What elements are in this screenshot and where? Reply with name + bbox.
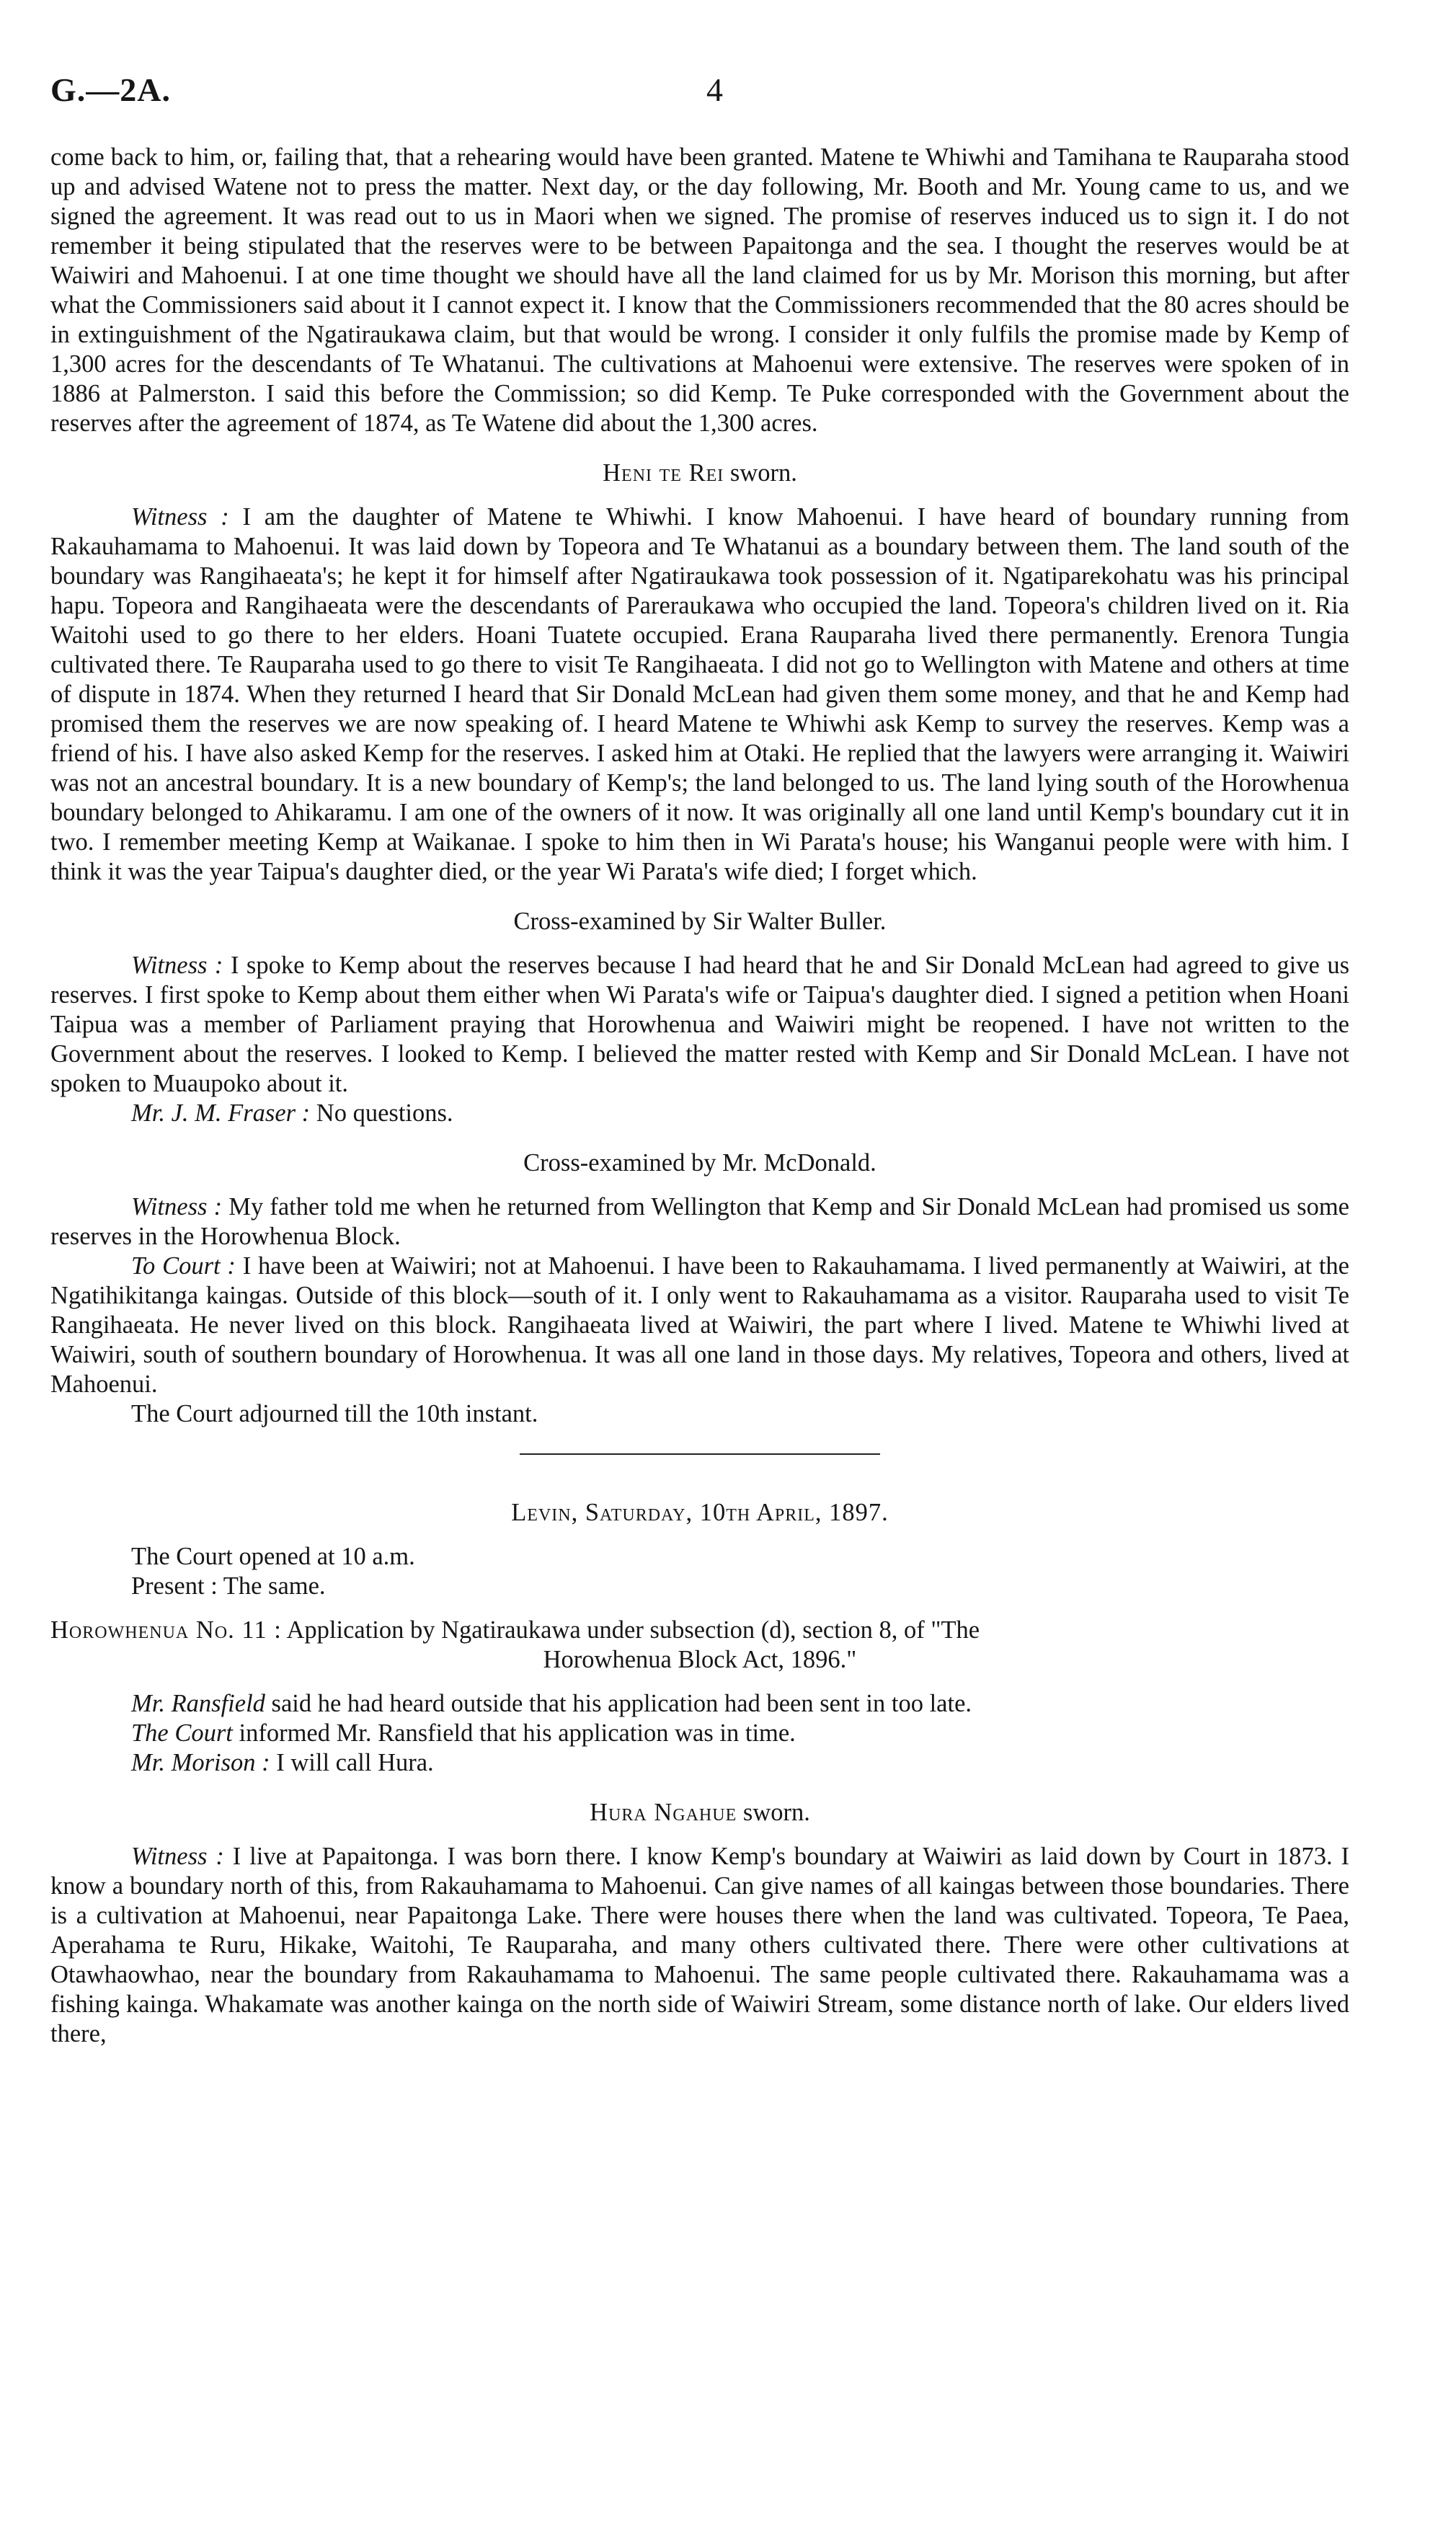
page-number: 4	[706, 71, 723, 108]
sworn-label: sworn.	[742, 1799, 810, 1826]
testimony-paragraph	[50, 1842, 1349, 2049]
speaker-label: Witness :	[131, 952, 223, 979]
court-note: Present : The same.	[131, 1572, 326, 1600]
application-title	[50, 1616, 1349, 1675]
witness-heading-heni	[50, 459, 1349, 488]
testimony-text: informed Mr. Ransfield that his application was in time.	[239, 1719, 796, 1747]
speaker-label: Mr. Morison :	[131, 1749, 270, 1776]
speaker-label: Witness :	[131, 503, 229, 531]
testimony-paragraph	[50, 1099, 1349, 1128]
testimony-text: I have been at Waiwiri; not at Mahoenui. I have been to Rakauhamama. I lived permanently at Waiwiri, at the Ngatihikitanga kaingas. Outside of this block—south of it. I only went to Rakauhamama as a visitor. Rauparaha used to visit Te Rangihaeata. He never lived on this block. Rangihaeata lived at Waiwiri, the part where I lived. Matene te Whiwhi lived at Waiwiri, south of southern boundary of Horowhenua. It was all one land in those days. My relatives, Topeora and others, lived at Mahoenui.	[50, 1252, 1349, 1398]
speaker-label: Witness :	[131, 1193, 223, 1221]
cross-exam-heading: Cross-examined by Sir Walter Buller.	[513, 908, 887, 935]
speaker-label: Witness :	[131, 1843, 224, 1870]
paragraph-continuation: come back to him, or, failing that, that a rehearing would have been granted. Matene te Whiwhi and Tamihana te Rauparaha stood up and advised Watene not to press the matter. Next day, or the day following, Mr. Booth and Mr. Young came to us, and we signed the agreement. It was read out to us in Maori when we signed. The promise of reserves induced us to sign it. I do not remember it being stipulated that the reserves were to be between Papaitonga and the sea. I thought the reserves would be at Waiwiri and Mahoenui. I at one time thought we should have all the land claimed for us by Mr. Morison this morning, but after what the Commissioners said about it I cannot expect it. I know that the Commissioners recommended that the 80 acres should be in extinguishment of the Ngatiraukawa claim, but that would be wrong. I consider it only fulfils the promise made by Kemp of 1,300 acres for the descendants of Te Whatanui. The cultivations at Mahoenui were extensive. The reserves were spoken of in 1886 at Palmerston. I said this before the Commission; so did Kemp. Te Puke corresponded with the Government about the reserves after the agreement of 1874, as Te Watene did about the 1,300 acres.	[50, 143, 1349, 437]
court-note: The Court opened at 10 a.m.	[131, 1543, 415, 1570]
testimony-paragraph	[50, 1689, 1349, 1719]
application-text: Application by Ngatiraukawa under subsection (d), section 8, of "The	[286, 1616, 980, 1644]
testimony-text: I will call Hura.	[276, 1749, 434, 1776]
testimony-text: No questions.	[316, 1099, 453, 1127]
testimony-text: said he had heard outside that his application had been sent in too late.	[271, 1690, 972, 1717]
testimony-paragraph	[50, 1192, 1349, 1252]
application-label: Horowhenua No. 11 :	[50, 1616, 282, 1644]
testimony-paragraph	[50, 951, 1349, 1099]
section-divider	[520, 1453, 880, 1455]
testimony-text: I live at Papaitonga. I was born there. I know Kemp's boundary at Waiwiri as laid down by Court in 1873. I know a boundary north of this, from Rakauhamama to Mahoenui. Can give names of all kaingas between those boundaries. There is a cultivation at Mahoenui, near Papaitonga Lake. There were houses there when the land was cultivated. Topeora, Te Paea, Aperahama te Ruru, Hikake, Waitohi, Te Rauparaha, and many others cultivated there. There were other cultivations at Otawhaowhao, near the boundary from Rakauhamama to Mahoenui. The same people cultivated there. Rakauhamama was a fishing kainga. Whakamate was another kainga on the north side of Waiwiri Stream, some distance north of lake. Our elders lived there,	[50, 1843, 1350, 2047]
speaker-label: The Court	[131, 1719, 233, 1747]
testimony-paragraph	[50, 502, 1349, 887]
testimony-paragraph	[50, 1719, 1349, 1748]
document-body	[50, 143, 1349, 2049]
witness-heading-hura	[50, 1798, 1349, 1828]
date-heading: Levin, Saturday, 10th April, 1897.	[511, 1499, 889, 1526]
adjournment-note: The Court adjourned till the 10th instant.	[131, 1400, 538, 1427]
testimony-text: I am the daughter of Matene te Whiwhi. I know Mahoenui. I have heard of boundary running from Rakauhamama to Mahoenui. It was laid down by Topeora and Te Whatanui as a boundary between them. The land south of the boundary was Rangihaeata's; he kept it for himself after Ngatiraukawa took possession of it. Ngatiparekohatu was his principal hapu. Topeora and Rangihaeata were the descendants of Pareraukawa who occupied the land. Topeora's children lived on it. Ria Waitohi used to go there to her elders. Hoani Tuatete occupied. Erana Rauparaha lived there permanently. Erenora Tungia cultivated there. Te Rauparaha used to go there to visit Te Rangihaeata. I did not go to Wellington with Matene and others at time of dispute in 1874. When they returned I heard that Sir Donald McLean had given them some money, and that he and Kemp had promised them the reserves we are now speaking of. I heard Matene te Whiwhi ask Kemp to survey the reserves. Kemp was a friend of his. I have also asked Kemp for the reserves. I asked him at Otaki. He replied that the lawyers were arranging it. Waiwiri was not an ancestral boundary. It is a new boundary of Kemp's; the land belonged to us. The land lying south of the Horowhenua boundary belonged to Ahikaramu. I am one of the owners of it now. It was originally all one land until Kemp's boundary cut it in two. I remember meeting Kemp at Waikanae. I spoke to him then in Wi Parata's house; his Wanganui people were with him. I think it was the year Taipua's daughter died, or the year Wi Parata's wife died; I forget which.	[50, 503, 1349, 885]
application-text-continued: Horowhenua Block Act, 1896."	[543, 1646, 857, 1673]
cross-exam-heading: Cross-examined by Mr. McDonald.	[523, 1149, 876, 1177]
witness-name: Heni te Rei	[603, 459, 724, 487]
page-header	[50, 71, 1406, 121]
testimony-text: My father told me when he returned from Wellington that Kemp and Sir Donald McLean had promised us some reserves in the Horowhenua Block.	[50, 1193, 1349, 1250]
witness-name: Hura Ngahue	[590, 1799, 737, 1826]
speaker-label: Mr. Ransfield	[131, 1690, 265, 1717]
testimony-paragraph	[50, 1748, 1349, 1778]
testimony-paragraph	[50, 1252, 1349, 1399]
speaker-label: To Court :	[131, 1252, 236, 1280]
speaker-label: Mr. J. M. Fraser :	[131, 1099, 311, 1127]
sworn-label: sworn.	[729, 459, 797, 487]
series-reference: G.—2A.	[50, 71, 171, 108]
testimony-text: I spoke to Kemp about the reserves because I had heard that he and Sir Donald McLean had agreed to give us reserves. I first spoke to Kemp about them either when Wi Parata's wife or Taipua's daughter died. I signed a petition when Hoani Taipua was a member of Parliament praying that Horowhenua and Waiwiri might be reopened. I have not written to the Government about the reserves. I looked to Kemp. I believed the matter rested with Kemp and Sir Donald McLean. I have not spoken to Muaupoko about it.	[50, 952, 1350, 1097]
